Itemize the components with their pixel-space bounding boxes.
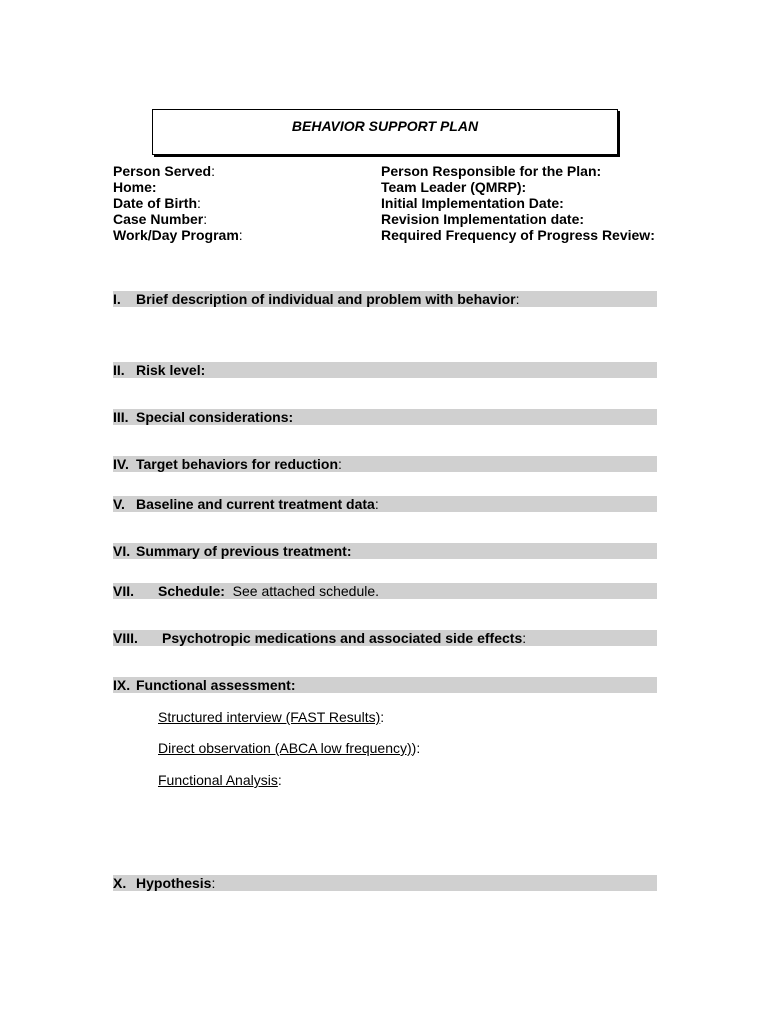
section-header-8: [113, 630, 657, 646]
info-person-served: [113, 163, 243, 179]
section-header-7: [113, 583, 657, 599]
info-initial-implementation-date: Initial Implementation Date:: [381, 195, 564, 211]
section-header-2: [113, 362, 657, 378]
section-label: Summary of previous treatment:: [136, 543, 352, 559]
section-suffix: :: [338, 456, 342, 472]
section-label: Risk level:: [136, 362, 206, 378]
section-label: Target behaviors for reduction: [136, 456, 338, 472]
section-header-10: [113, 875, 657, 891]
info-label: Person Served: [113, 163, 212, 179]
plan-info-right: [381, 163, 655, 243]
info-person-responsible: Person Responsible for the Plan:: [381, 163, 602, 179]
info-suffix: :: [238, 227, 243, 243]
section-header-6: [113, 543, 657, 559]
section-number: X.: [113, 875, 127, 891]
section-number: IV.: [113, 456, 129, 472]
item-label: Functional Analysis: [158, 772, 278, 788]
info-label: Work/Day Program: [113, 227, 239, 243]
info-label: Case Number: [113, 211, 204, 227]
info-progress-review-frequency: Required Frequency of Progress Review:: [381, 227, 655, 243]
section-number: IX.: [113, 677, 131, 693]
item-suffix: :: [380, 709, 385, 725]
section-header-9: [113, 677, 657, 693]
section-header-4: [113, 456, 657, 472]
document-title: BEHAVIOR SUPPORT PLAN: [291, 118, 479, 134]
section-label: Schedule:: [158, 583, 225, 599]
info-work-day-program: [113, 227, 243, 243]
section-number: V.: [113, 496, 125, 512]
info-suffix: :: [203, 211, 208, 227]
section-header-5: [113, 496, 657, 512]
functional-assessment-item-abca: [158, 740, 420, 756]
section-label: Hypothesis: [136, 875, 212, 891]
section-header-1: [113, 291, 657, 307]
info-team-leader: Team Leader (QMRP):: [381, 179, 527, 195]
info-case-number: [113, 211, 243, 227]
info-label: Date of Birth: [113, 195, 197, 211]
info-suffix: :: [211, 163, 215, 179]
section-number: I.: [113, 291, 121, 307]
section-number: VI.: [113, 543, 131, 559]
section-header-3: [113, 409, 657, 425]
section-number: VII.: [113, 583, 135, 599]
info-suffix: :: [197, 195, 201, 211]
section-label: Psychotropic medications and associated side effects: [162, 630, 523, 646]
section-number: VIII.: [113, 630, 138, 646]
section-suffix: :: [211, 875, 216, 891]
section-suffix: :: [515, 291, 520, 307]
item-label: Direct observation (ABCA low frequency): [158, 740, 412, 756]
functional-assessment-item-fast: [158, 709, 384, 725]
section-number: III.: [113, 409, 129, 425]
section-suffix: :: [374, 496, 379, 512]
item-suffix: ):: [411, 740, 421, 756]
section-number: II.: [113, 362, 125, 378]
info-date-of-birth: [113, 195, 243, 211]
section-suffix: See attached schedule.: [224, 583, 380, 599]
item-label: Structured interview (FAST Results): [158, 709, 381, 725]
section-label: Special considerations:: [136, 409, 294, 425]
item-suffix: :: [277, 772, 282, 788]
info-revision-implementation-date: Revision Implementation date:: [381, 211, 585, 227]
section-label: Brief description of individual and problem with behavior: [136, 291, 516, 307]
person-info-left: [113, 163, 243, 243]
section-suffix: :: [522, 630, 527, 646]
info-home: [113, 179, 243, 195]
info-label: Home:: [113, 179, 157, 195]
section-label: Functional assessment:: [136, 677, 296, 693]
section-label: Baseline and current treatment data: [136, 496, 375, 512]
functional-assessment-item-analysis: [158, 772, 282, 788]
title-box: [152, 109, 618, 155]
